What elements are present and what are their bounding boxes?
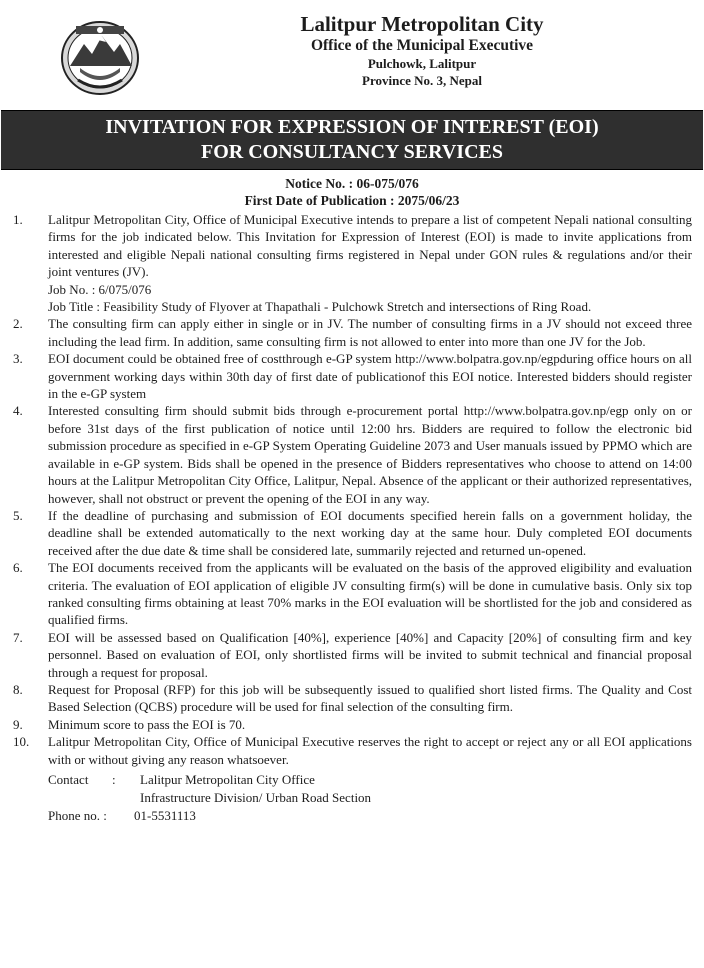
- item-number: 8.: [13, 681, 23, 697]
- list-item: [0, 629, 704, 681]
- item-number: 4.: [13, 403, 23, 419]
- item-number: 9.: [13, 716, 23, 732]
- job-number: Job No. : 6/075/076: [48, 281, 152, 297]
- notice-number: Notice No. : 06-075/076: [285, 176, 419, 191]
- job-title: Job Title : Feasibility Study of Flyover at Thapathali - Pulchowk Stretch and intersections of Ring Road.: [48, 299, 592, 315]
- province: Province No. 3, Nepal: [362, 73, 482, 88]
- emblem-icon: [58, 14, 142, 98]
- notice-info: [0, 175, 704, 209]
- contact-label: Contact: [48, 772, 89, 787]
- item-text: Lalitpur Metropolitan City, Office of Municipal Executive reserves the right to accept or reject any or all EOI applications with or without giving any reason whatsoever.: [48, 734, 692, 767]
- phone-label: Phone no. :: [48, 808, 107, 823]
- item-number: 2.: [13, 316, 23, 332]
- list-item: [0, 559, 704, 629]
- item-text: The EOI documents received from the applicants will be evaluated on the basis of the approved eligibility and evaluation criteria. The evaluation of EOI application of eligible JV consulting firm(s) will be done in cumulative basis. Only six top ranked consulting firms obtaining at least 70% marks in the EOI evaluation will be shortlisted for the job and considered as qualified firms.: [48, 560, 692, 628]
- contact-colon: :: [112, 772, 116, 787]
- address: Pulchowk, Lalitpur: [367, 56, 477, 71]
- phone-row: [0, 807, 704, 825]
- publication-date: First Date of Publication : 2075/06/23: [244, 193, 460, 208]
- list-item: [0, 507, 704, 559]
- contact-office: Lalitpur Metropolitan City Office: [140, 772, 315, 787]
- banner-line-2: FOR CONSULTANCY SERVICES: [201, 141, 503, 163]
- item-number: 5.: [13, 507, 23, 523]
- item-number: 6.: [13, 560, 23, 576]
- item-number: 10.: [13, 734, 30, 750]
- item-number: 1.: [13, 212, 23, 227]
- list-item: [0, 681, 704, 716]
- city-name: Lalitpur Metropolitan City: [300, 12, 544, 36]
- item-text: Request for Proposal (RFP) for this job will be subsequently issued to qualified short listed firms. The Quality and Cost Based Selection (QCBS) procedure will be used for final selection of the consulting firm.: [48, 681, 692, 715]
- header: [0, 0, 704, 110]
- item-text: The consulting firm can apply either in single or in JV. The number of consulting firms in a JV should not exceed three including the lead firm. In addition, same consulting firm is not allowed to enter into more than one JV for the Job.: [48, 316, 692, 349]
- item-text: Minimum score to pass the EOI is 70.: [48, 716, 246, 732]
- office-name: Office of the Municipal Executive: [310, 37, 534, 54]
- list-item: [0, 350, 704, 402]
- item-text: Interested consulting firm should submit bids through e-procurement portal http://www.bolpatra.gov.np/egp only on or before 31st days of the first publication of notice until 12:00 hrs. Bidders are required to follow the electronic bid submission procedure as specified in e-GP System Operating Guideline 2073 and User manuals issued by PPMO which are available in e-GP system. Bids shall be opened in the presence of Bidders representatives who choose to attend on 14:00 hours at the Lalitpur Metropolitan City Office, Lalitpur, Nepal. Absence of the applicant or their authorized representatives, however, shall not obstruct or prevent the opening of the EOI in any way.: [48, 403, 692, 506]
- item-text: EOI document could be obtained free of costthrough e-GP system http://www.bolpatra.gov.np/egpduring office hours on all government working days within 30th day of first date of publicationof this EOI notice. Interested bidders should register in the e-GP system: [48, 351, 692, 402]
- banner-line-1: INVITATION FOR EXPRESSION OF INTEREST (EOI): [105, 116, 599, 138]
- item-number: 7.: [13, 629, 23, 645]
- notice-items: [0, 211, 704, 768]
- list-item: [0, 211, 704, 281]
- contact-division: Infrastructure Division/ Urban Road Section: [140, 790, 372, 805]
- list-item: [0, 716, 704, 733]
- title-banner: [1, 110, 703, 170]
- list-item: [0, 315, 704, 350]
- phone-number: 01-5531113: [134, 808, 196, 823]
- contact-block: [0, 771, 704, 825]
- item-number: 3.: [13, 351, 23, 367]
- list-item: [0, 402, 704, 506]
- contact-row-1: [0, 771, 704, 789]
- item-text: Lalitpur Metropolitan City, Office of Municipal Executive intends to prepare a list of competent Nepali national consulting firms for the job indicated below. This Invitation for Expression of Interest (EOI) is made to invite applications from interested and eligible Nepali national consulting firms registered in Nepal under GON rules & regulations and/or their joint ventures (JV).: [48, 212, 692, 280]
- item-text: EOI will be assessed based on Qualification [40%], experience [40%] and Capacity [20%] of consulting firm and key personnel. Based on evaluation of EOI, only shortlisted firms will be invited to submit technical and financial proposal through a request for proposal.: [48, 629, 692, 680]
- item-text: If the deadline of purchasing and submission of EOI documents specified herein falls on a government holiday, the deadline shall be extended automatically to the next working day at the same hour. Duly completed EOI documents received after the due date & time shall be considered late, summarily rejected and returned un-opened.: [48, 507, 692, 558]
- contact-row-2: [0, 789, 704, 807]
- header-text: [140, 12, 704, 89]
- list-item: [0, 733, 704, 768]
